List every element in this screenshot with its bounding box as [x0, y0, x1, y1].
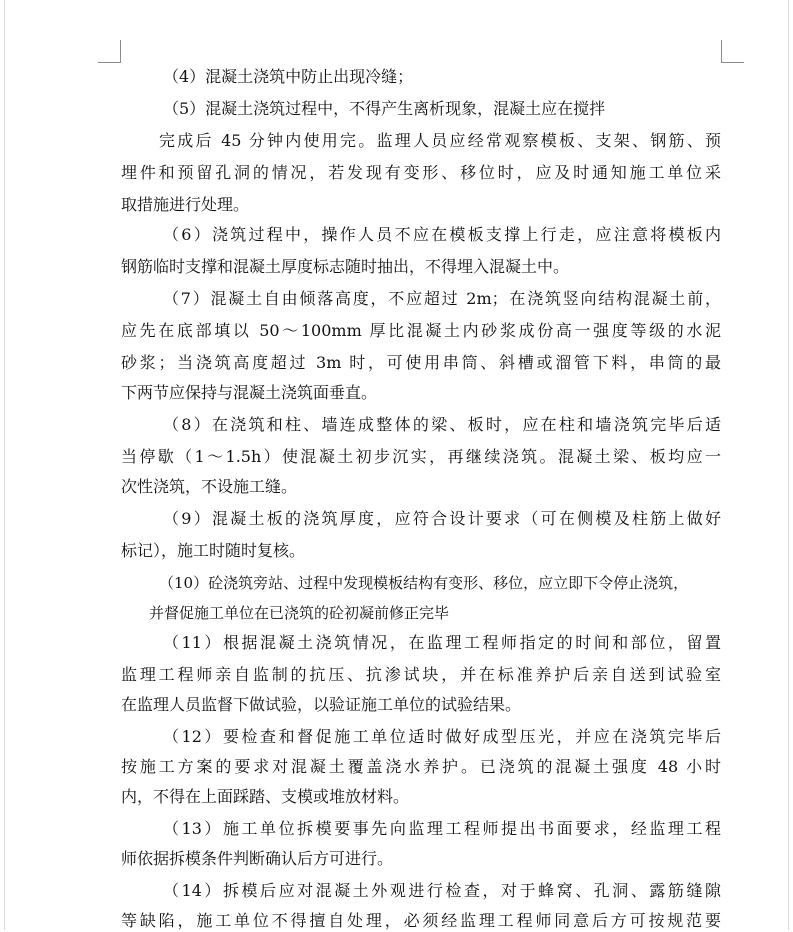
- text-line: 取措施进行处理。: [121, 195, 250, 214]
- top-left-margin-mark: [98, 40, 121, 63]
- text-line: 监理工程师亲自监制的抗压、抗渗试块，并在标准养护后亲自送到试验室: [121, 665, 721, 684]
- text-line: 完成后 45 分钟内使用完。监理人员应经常观察模板、支架、钢筋、预: [159, 131, 721, 150]
- top-right-margin-mark: [721, 40, 744, 63]
- text-line: （7）混凝土自由倾落高度，不应超过 2m；在浇筑竖向结构混凝土前，: [163, 289, 721, 308]
- text-line: （8）在浇筑和柱、墙连成整体的梁、板时，应在柱和墙浇筑完毕后适: [163, 415, 721, 434]
- text-line: 应先在底部填以 50～100mm 厚比混凝土内砂浆成份高一强度等级的水泥: [121, 321, 721, 340]
- text-line: 并督促施工单位在已浇筑的砼初凝前修正完毕: [149, 604, 450, 622]
- text-line: 在监理人员监督下做试验，以验证施工单位的试验结果。: [121, 695, 522, 714]
- text-line: 按施工方案的要求对混凝土覆盖浇水养护。已浇筑的混凝土强度 48 小时: [121, 757, 721, 776]
- text-line: （10）砼浇筑旁站、过程中发现模板结构有变形、移位，应立即下令停止浇筑，: [159, 574, 689, 592]
- text-line: （11）根据混凝土浇筑情况，在监理工程师指定的时间和部位，留置: [163, 633, 721, 652]
- text-line: （5）混凝土浇筑过程中，不得产生离析现象，混凝土应在搅拌: [163, 99, 606, 118]
- text-line: 师依据拆模条件判断确认后方可进行。: [121, 849, 394, 868]
- text-line: 等缺陷，施工单位不得擅自处理，必须经监理工程师同意后方可按规范要: [121, 911, 721, 930]
- text-line: 砂浆；当浇筑高度超过 3m 时，可使用串筒、斜槽或溜管下料，串筒的最: [121, 353, 721, 372]
- text-line: （13）施工单位拆模要事先向监理工程师提出书面要求，经监理工程: [163, 819, 721, 838]
- text-line: 当停歇（1～1.5h）使混凝土初步沉实，再继续浇筑。混凝土梁、板均应一: [121, 447, 721, 466]
- page-right-edge: [788, 0, 789, 930]
- text-line: （12）要检查和督促施工单位适时做好成型压光，并应在浇筑完毕后: [163, 727, 721, 746]
- text-line: 标记），施工时随时复核。: [121, 541, 306, 560]
- text-line: 埋件和预留孔洞的情况，若发现有变形、移位时，应及时通知施工单位采: [121, 163, 721, 182]
- text-line: 钢筋临时支撑和混凝土厚度标志随时抽出，不得埋入混凝土中。: [121, 257, 570, 276]
- text-line: 下两节应保持与混凝土浇筑面垂直。: [121, 383, 378, 402]
- text-line: （14）拆模后应对混凝土外观进行检查，对于蜂窝、孔洞、露筋缝隙: [163, 881, 721, 900]
- text-line: 次性浇筑，不设施工缝。: [121, 477, 298, 496]
- text-line: （6）浇筑过程中，操作人员不应在模板支撑上行走，应注意将模板内: [163, 225, 721, 244]
- text-line: （4）混凝土浇筑中防止出现冷缝；: [163, 67, 414, 86]
- text-line: 内，不得在上面踩踏、支模或堆放材料。: [121, 787, 410, 806]
- text-line: （9）混凝土板的浇筑厚度，应符合设计要求（可在侧模及柱筋上做好: [163, 509, 721, 528]
- page-left-edge: [4, 0, 5, 930]
